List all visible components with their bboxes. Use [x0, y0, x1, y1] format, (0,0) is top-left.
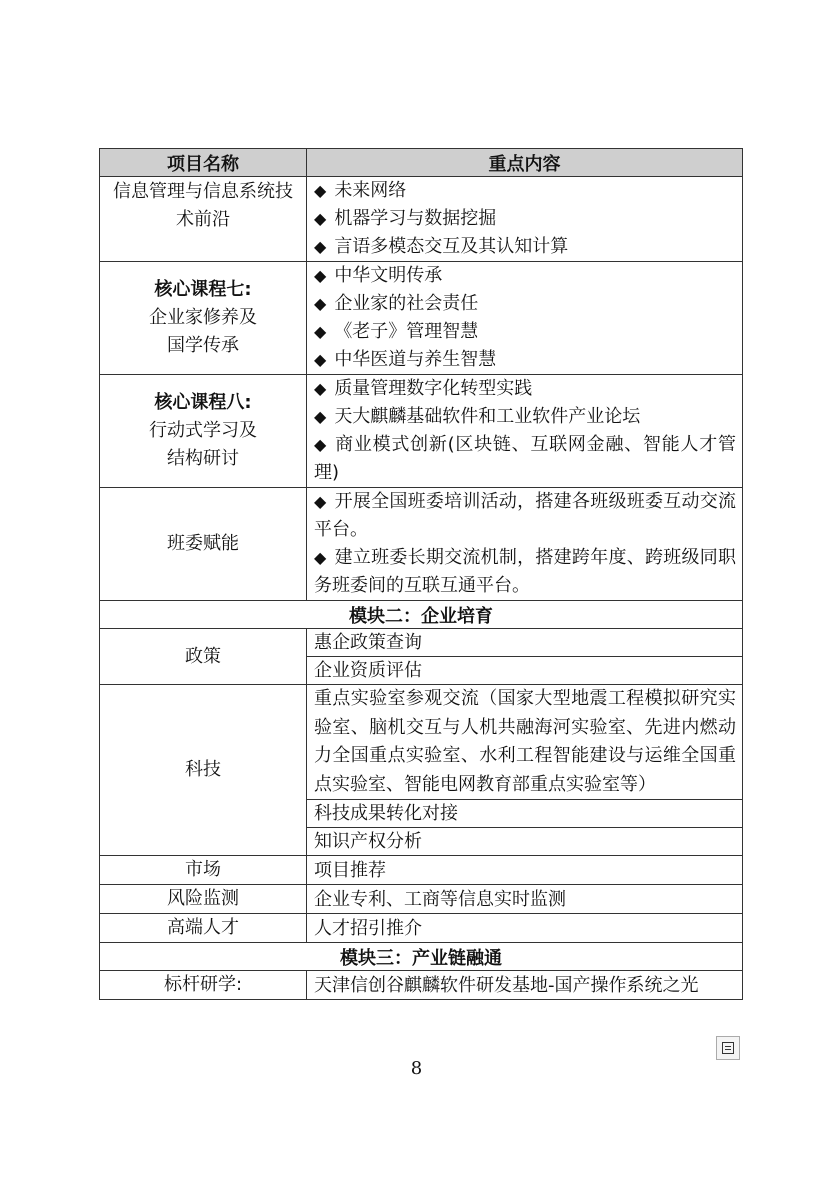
diamond-bullet-icon: ◆ — [314, 350, 327, 369]
diamond-bullet-icon: ◆ — [314, 294, 327, 313]
row-name-market: 市场 — [100, 856, 307, 885]
course-table — [99, 148, 743, 1000]
diamond-bullet-icon: ◆ — [314, 322, 327, 341]
policy-item: 企业资质评估 — [307, 657, 743, 685]
row-content — [307, 177, 743, 262]
list-item: ◆ 天大麒麟基础软件和工业软件产业论坛 — [314, 406, 641, 427]
market-item: 项目推荐 — [307, 856, 743, 885]
row-name — [100, 375, 307, 488]
tech-item: 知识产权分析 — [307, 828, 743, 856]
list-item: ◆ 质量管理数字化转型实践 — [314, 378, 533, 399]
talent-item: 人才招引推介 — [307, 914, 743, 943]
diamond-bullet-icon: ◆ — [314, 181, 327, 200]
row-name-line: 国学传承 — [167, 335, 239, 356]
benchmark-item: 天津信创谷麒麟软件研发基地-国产操作系统之光 — [307, 971, 743, 1000]
table-row — [100, 629, 743, 657]
header-project-name: 项目名称 — [100, 149, 307, 177]
table-row — [100, 375, 743, 488]
row-name-line: 行动式学习及 — [149, 420, 257, 441]
list-item: ◆ 未来网络 — [314, 180, 407, 201]
list-item: ◆ 开展全国班委培训活动，搭建各班级班委互动交流平台。 — [314, 491, 737, 540]
row-name-policy: 政策 — [100, 629, 307, 685]
row-name-line: 结构研讨 — [167, 448, 239, 469]
row-name — [100, 177, 307, 262]
table-row — [100, 971, 743, 1000]
list-item: ◆ 中华医道与养生智慧 — [314, 349, 497, 370]
table-row — [100, 914, 743, 943]
table-row — [100, 885, 743, 914]
table-row — [100, 177, 743, 262]
diamond-bullet-icon: ◆ — [314, 435, 328, 454]
list-item: ◆ 建立班委长期交流机制，搭建跨年度、跨班级同职务班委间的互联互通平台。 — [314, 547, 737, 596]
header-key-content: 重点内容 — [307, 149, 743, 177]
row-name-text: 信息管理与信息系统技术前沿 — [113, 181, 293, 230]
row-name-benchmark: 标杆研学: — [100, 971, 307, 1000]
diamond-bullet-icon: ◆ — [314, 407, 327, 426]
row-name-risk: 风险监测 — [100, 885, 307, 914]
row-content — [307, 375, 743, 488]
scan-icon[interactable] — [716, 1036, 740, 1060]
policy-item: 惠企政策查询 — [307, 629, 743, 657]
module-three-title: 模块三：产业链融通 — [100, 943, 743, 971]
row-name-line: 企业家修养及 — [149, 307, 257, 328]
table-row — [100, 488, 743, 601]
module-two-title: 模块二：企业培育 — [100, 601, 743, 629]
list-item: ◆ 企业家的社会责任 — [314, 293, 479, 314]
diamond-bullet-icon: ◆ — [314, 266, 327, 285]
list-item: ◆ 中华文明传承 — [314, 265, 443, 286]
row-name-talent: 高端人才 — [100, 914, 307, 943]
table-row — [100, 685, 743, 800]
module-heading-row — [100, 601, 743, 629]
row-content — [307, 488, 743, 601]
diamond-bullet-icon: ◆ — [314, 379, 327, 398]
table-row — [100, 856, 743, 885]
table-header-row — [100, 149, 743, 177]
module-heading-row — [100, 943, 743, 971]
diamond-bullet-icon: ◆ — [314, 492, 327, 511]
core-course-label: 核心课程八: — [154, 392, 252, 413]
row-name-tech: 科技 — [100, 685, 307, 856]
page-number: 8 — [410, 1058, 423, 1079]
list-item: ◆ 商业模式创新(区块链、互联网金融、智能人才管理) — [314, 434, 736, 483]
core-course-label: 核心课程七: — [154, 279, 252, 300]
tech-item: 科技成果转化对接 — [307, 800, 743, 828]
list-item: ◆ 机器学习与数据挖掘 — [314, 208, 497, 229]
risk-item: 企业专利、工商等信息实时监测 — [307, 885, 743, 914]
diamond-bullet-icon: ◆ — [314, 548, 327, 567]
table-row — [100, 262, 743, 375]
diamond-bullet-icon: ◆ — [314, 209, 327, 228]
tech-item-labs: 重点实验室参观交流（国家大型地震工程模拟研究实验室、脑机交互与人机共融海河实验室、先进内燃动力全国重点实验室、水利工程智能建设与运维全国重点实验室、智能电网教育部重点实验室等） — [307, 685, 743, 800]
list-item: ◆ 《老子》管理智慧 — [314, 321, 479, 342]
row-content — [307, 262, 743, 375]
row-name: 班委赋能 — [100, 488, 307, 601]
diamond-bullet-icon: ◆ — [314, 237, 327, 256]
list-item: ◆ 言语多模态交互及其认知计算 — [314, 236, 569, 257]
row-name — [100, 262, 307, 375]
